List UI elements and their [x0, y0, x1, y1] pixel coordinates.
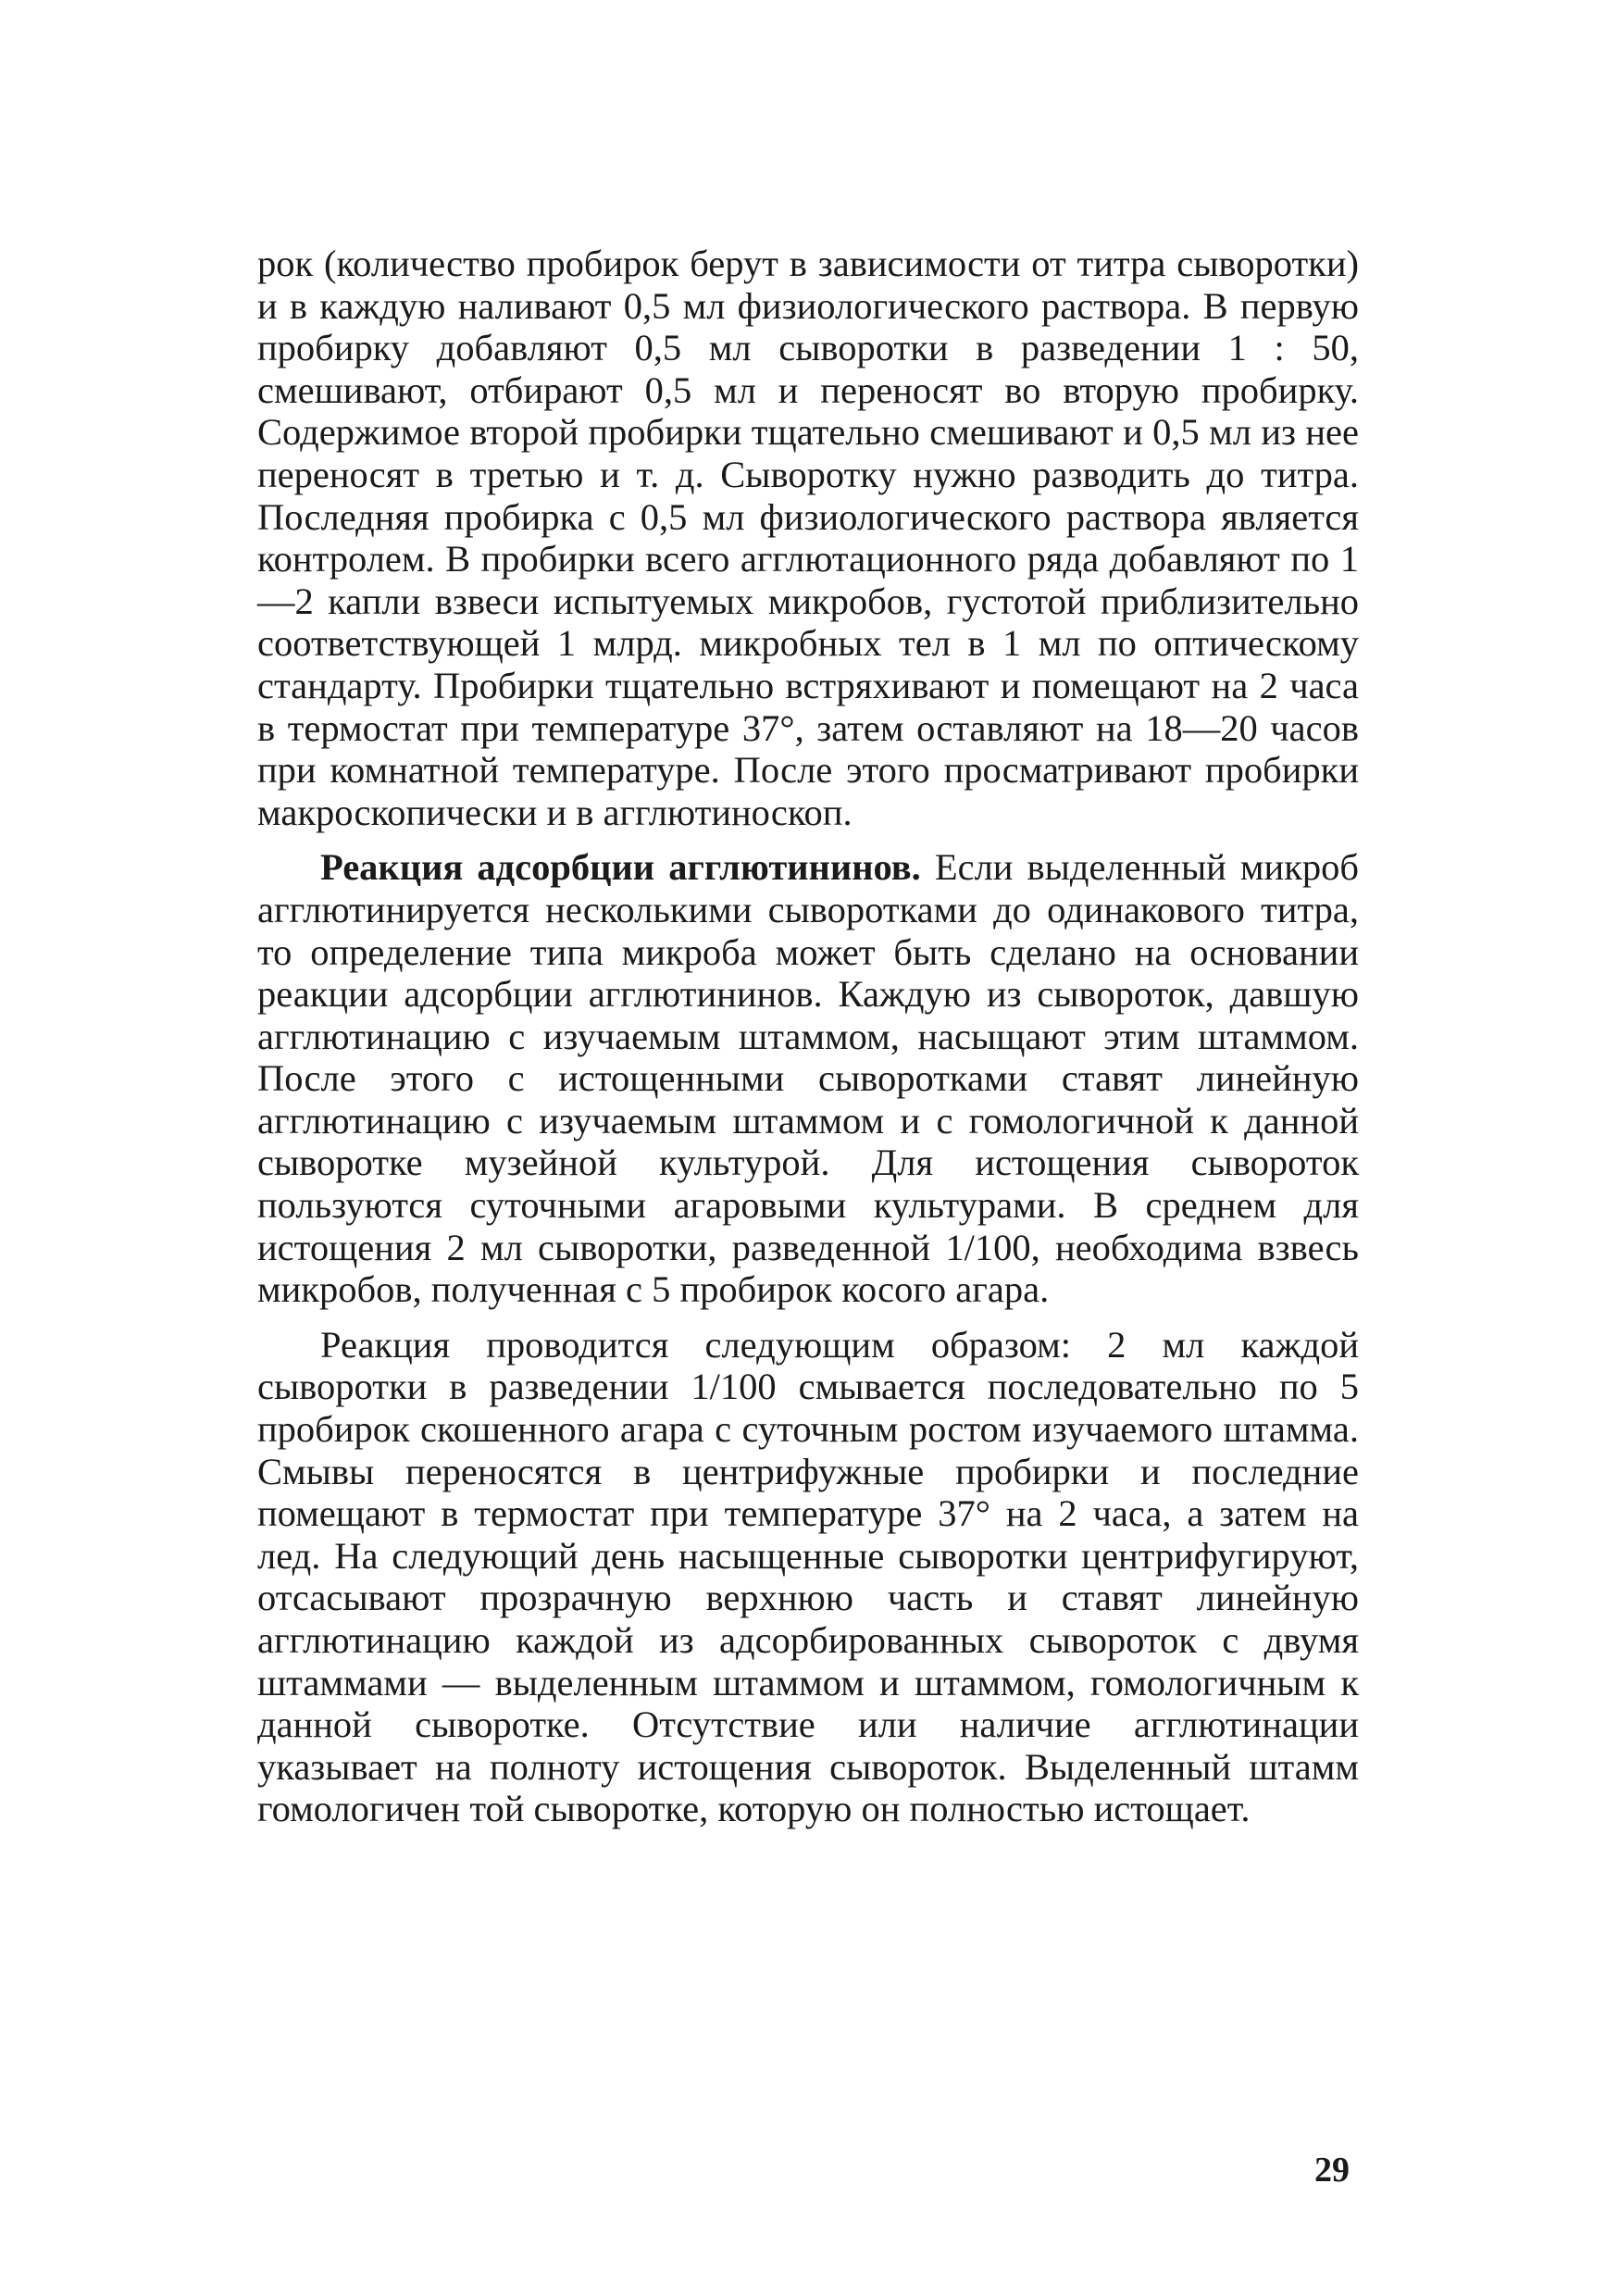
section-heading-inline: Реакция адсорбции агглютининов.: [320, 846, 921, 889]
paragraph-continuation: рок (количество пробирок берут в зависимости от титра сыворотки) и в каждую наливают 0,5 мл физиологического раствора. В первую пробирку добавляют 0,5 мл сыворотки в разведении 1 : 50, смешивают, отбирают 0,5 мл и переносят во вторую пробирку. Содержимое второй пробирки тщательно смешивают и 0,5 мл из нее переносят в третью и т. д. Сыворотку нужно разводить до титра. Последняя пробирка с 0,5 мл физиологического раствора является контролем. В пробирки всего агглютационного ряда добавляют по 1—2 капли взвеси испытуемых микробов, густотой приблизительно соответствующей 1 млрд. микробных тел в 1 мл по оптическому стандарту. Пробирки тщательно встряхивают и помещают на 2 часа в термостат при температуре 37°, затем оставляют на 18—20 часов при комнатной температуре. После этого просматривают пробирки макроскопически и в агглютиноскоп.: [257, 243, 1359, 833]
page-body: [257, 243, 1359, 1830]
paragraph-procedure: Реакция проводится следующим образом: 2 мл каждой сыворотки в разведении 1/100 смывается последовательно по 5 пробирок скошенного агара с суточным ростом изучаемого штамма. Смывы переносятся в центрифужные пробирки и последние помещают в термостат при температуре 37° на 2 часа, а затем на лед. На следующий день насыщенные сыворотки центрифугируют, отсасывают прозрачную верхнюю часть и ставят линейную агглютинацию каждой из адсорбированных сывороток с двумя штаммами — выделенным штаммом и штаммом, гомологичным к данной сыворотке. Отсутствие или наличие агглютинации указывает на полноту истощения сывороток. Выделенный штамм гомологичен той сыворотке, которую он полностью истощает.: [257, 1323, 1359, 1830]
paragraph-text: Если выделенный микроб агглютинируется несколькими сыворотками до одинакового титра, то определение типа микроба может быть сделано на основании реакции адсорбции агглютининов. Каждую из сывороток, давшую агглютинацию с изучаемым штаммом, насыщают этим штаммом. После этого с истощенными сыворотками ставят линейную агглютинацию с изучаемым штаммом и с гомологичной к данной сыворотке музейной культурой. Для истощения сывороток пользуются суточными агаровыми культурами. В среднем для истощения 2 мл сыворотки, разведенной 1/100, необходима взвесь микробов, полученная с 5 пробирок косого агара.: [257, 846, 1359, 1311]
page-number: 29: [1314, 2151, 1350, 2190]
paragraph-adsorption-reaction: [257, 846, 1359, 1311]
